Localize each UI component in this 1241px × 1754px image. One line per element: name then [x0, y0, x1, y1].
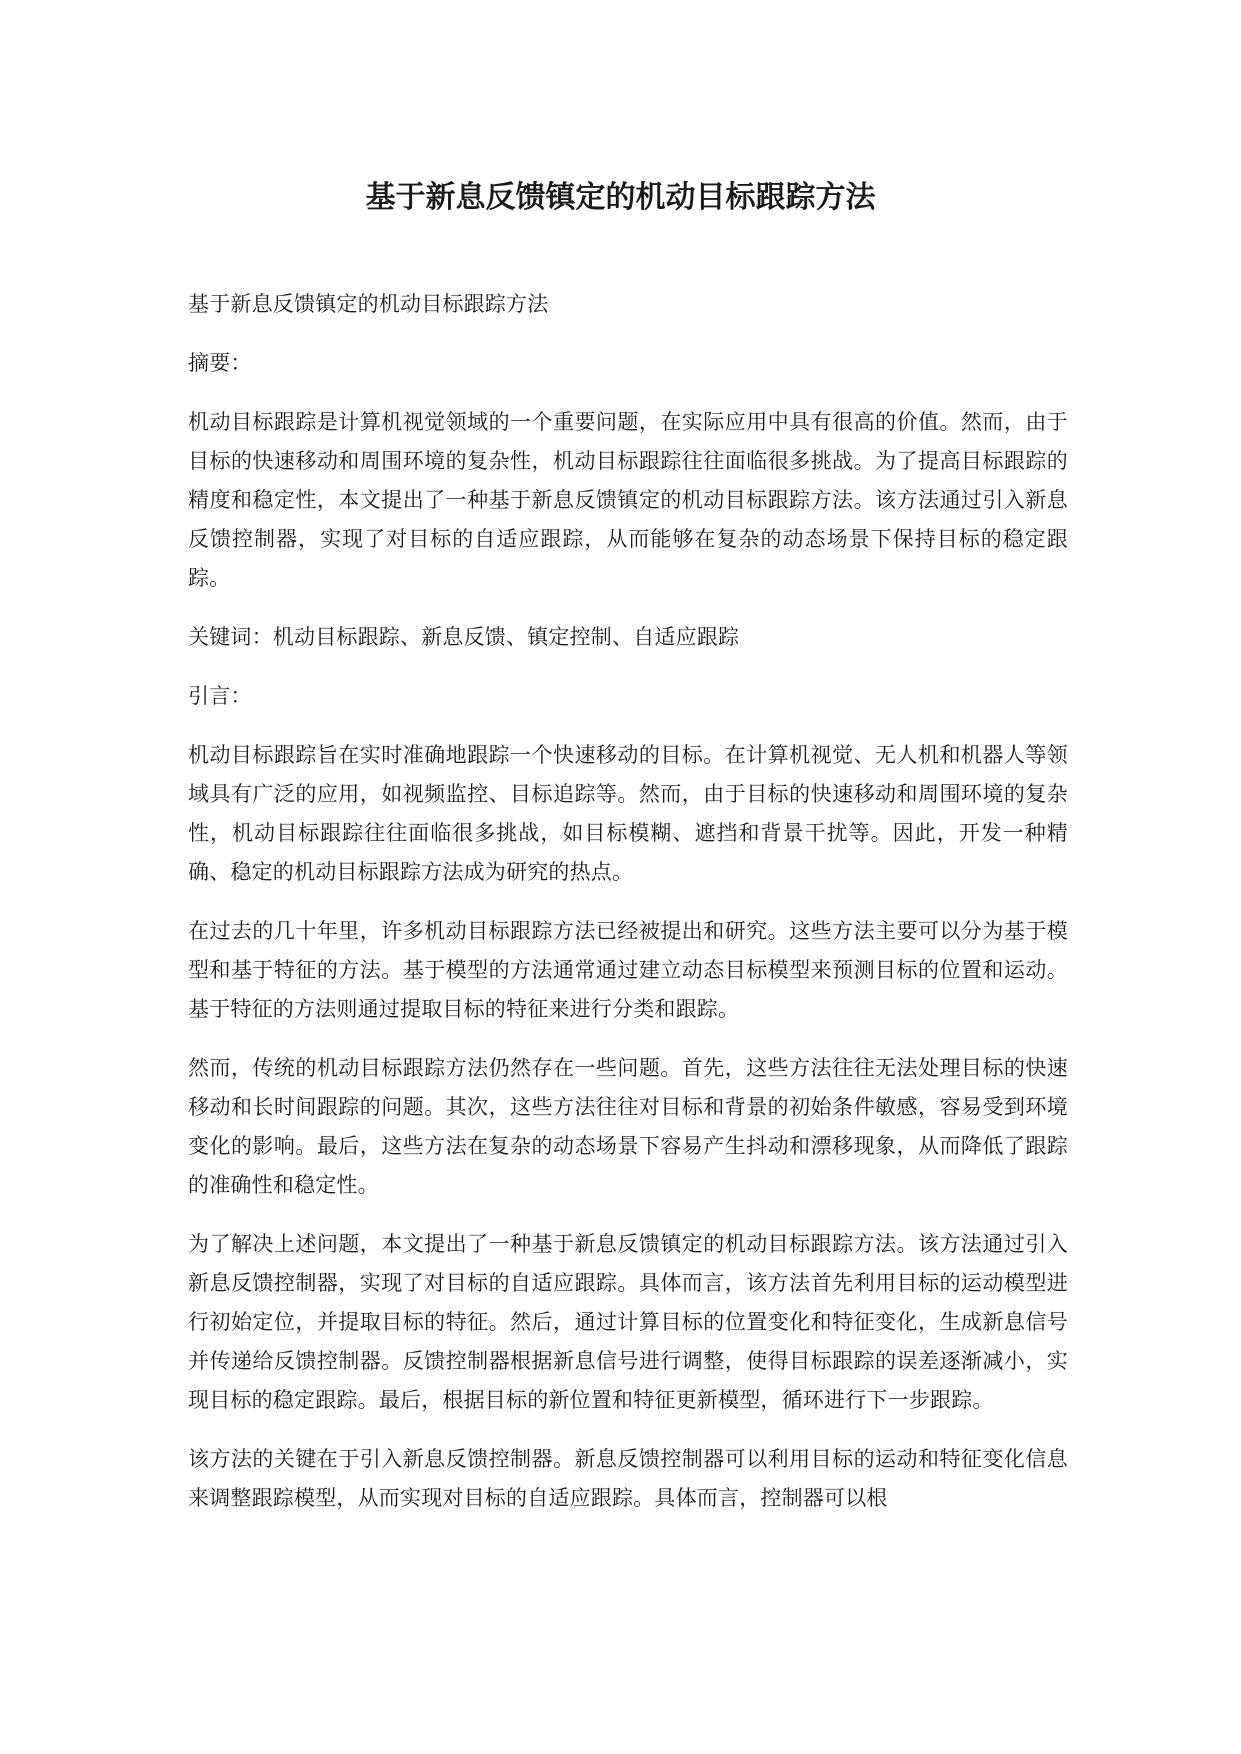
document-title: 基于新息反馈镇定的机动目标跟踪方法 — [365, 180, 876, 215]
document-body — [188, 285, 1068, 1538]
abstract-heading: 摘要： — [188, 351, 252, 375]
abstract-paragraph: 机动目标跟踪是计算机视觉领域的一个重要问题，在实际应用中具有很高的价值。然而，由于目标的快速移动和周围环境的复杂性，机动目标跟踪往往面临很多挑战。为了提高目标跟踪的精度和稳定性，本文提出了一种基于新息反馈镇定的机动目标跟踪方法。该方法通过引入新息反馈控制器，实现了对目标的自适应跟踪，从而能够在复杂的动态场景下保持目标的稳定跟踪。 — [188, 410, 1068, 590]
body-paragraph: 机动目标跟踪旨在实时准确地跟踪一个快速移动的目标。在计算机视觉、无人机和机器人等领域具有广泛的应用，如视频监控、目标追踪等。然而，由于目标的快速移动和周围环境的复杂性，机动目标跟踪往往面临很多挑战，如目标模糊、遮挡和背景干扰等。因此，开发一种精确、稳定的机动目标跟踪方法成为研究的热点。 — [188, 743, 1068, 884]
subtitle-paragraph: 基于新息反馈镇定的机动目标跟踪方法 — [188, 292, 549, 316]
body-paragraph: 该方法的关键在于引入新息反馈控制器。新息反馈控制器可以利用目标的运动和特征变化信息来调整跟踪模型，从而实现对目标的自适应跟踪。具体而言，控制器可以根 — [188, 1447, 1068, 1510]
keywords-paragraph: 关键词：机动目标跟踪、新息反馈、镇定控制、自适应跟踪 — [188, 625, 740, 649]
introduction-heading: 引言： — [188, 684, 252, 708]
body-paragraph: 在过去的几十年里，许多机动目标跟踪方法已经被提出和研究。这些方法主要可以分为基于模型和基于特征的方法。基于模型的方法通常通过建立动态目标模型来预测目标的位置和运动。基于特征的方法则通过提取目标的特征来进行分类和跟踪。 — [188, 919, 1068, 1021]
body-paragraph: 然而，传统的机动目标跟踪方法仍然存在一些问题。首先，这些方法往往无法处理目标的快速移动和长时间跟踪的问题。其次，这些方法往往对目标和背景的初始条件敏感，容易受到环境变化的影响。最后，这些方法在复杂的动态场景下容易产生抖动和漂移现象，从而降低了跟踪的准确性和稳定性。 — [188, 1056, 1068, 1197]
body-paragraph: 为了解决上述问题，本文提出了一种基于新息反馈镇定的机动目标跟踪方法。该方法通过引入新息反馈控制器，实现了对目标的自适应跟踪。具体而言，该方法首先利用目标的运动模型进行初始定位，并提取目标的特征。然后，通过计算目标的位置变化和特征变化，生成新息信号并传递给反馈控制器。反馈控制器根据新息信号进行调整，使得目标跟踪的误差逐渐减小，实现目标的稳定跟踪。最后，根据目标的新位置和特征更新模型，循环进行下一步跟踪。 — [188, 1232, 1068, 1412]
